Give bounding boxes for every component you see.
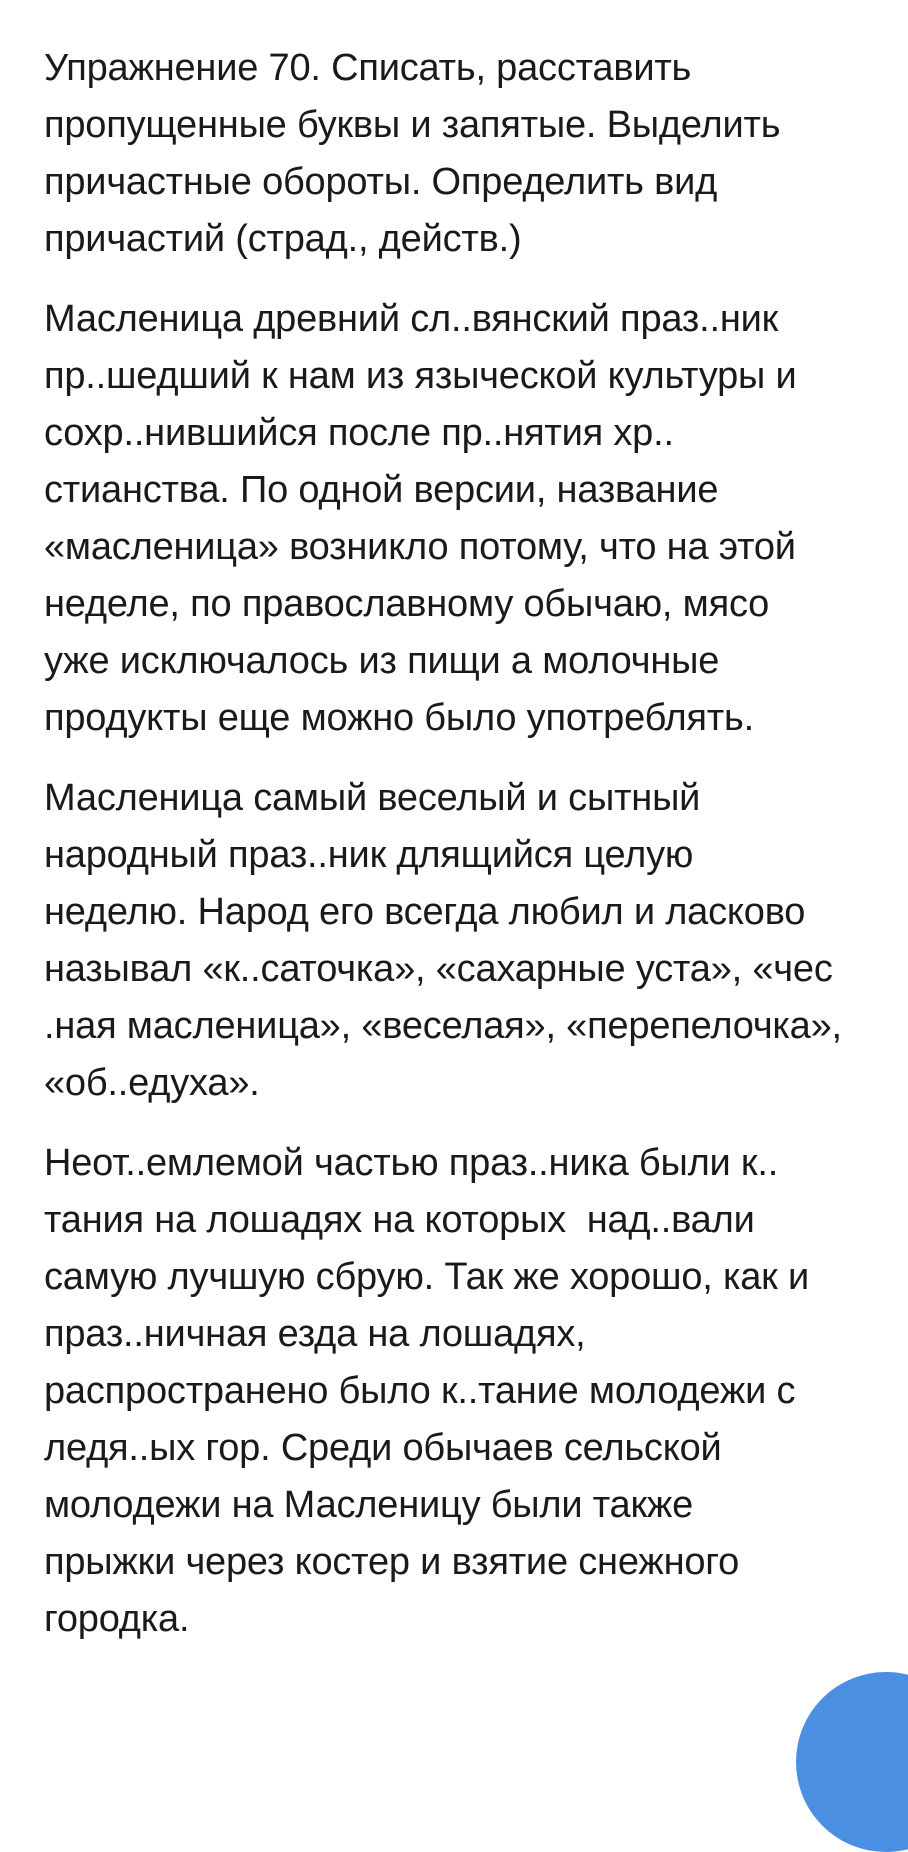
text-line: «об..едуха». xyxy=(44,1062,260,1104)
text-line: народный праз..ник длящийся целую xyxy=(44,834,694,876)
text-line: прыжки через костер и взятие снежного xyxy=(44,1541,740,1583)
text-line: пр..шедший к нам из языческой культуры и xyxy=(44,355,797,397)
text-line: праз..ничная езда на лошадях, xyxy=(44,1313,586,1355)
text-line: ледя..ых гор. Среди обычаев сельской xyxy=(44,1427,722,1469)
text-line: самую лучшую сбрую. Так же хорошо, как и xyxy=(44,1256,809,1298)
title-line: причастий (страд., действ.) xyxy=(44,218,522,260)
paragraph-3 xyxy=(44,1135,908,1648)
text-line: «масленица» возникло потому, что на этой xyxy=(44,526,796,568)
text-line: .ная масленица», «веселая», «перепелочка», xyxy=(44,1005,842,1047)
title-line: Упражнение 70. Списать, расставить xyxy=(44,47,692,89)
text-line: городка. xyxy=(44,1598,190,1640)
paragraph-1 xyxy=(44,291,908,747)
text-line: сохр..нившийся после пр..нятия хр.. xyxy=(44,412,674,454)
title-line: пропущенные буквы и запятые. Выделить xyxy=(44,104,781,146)
text-line: стианства. По одной версии, название xyxy=(44,469,719,511)
text-line: уже исключалось из пищи а молочные xyxy=(44,640,720,682)
text-line: неделе, по православному обычаю, мясо xyxy=(44,583,770,625)
exercise-text xyxy=(44,40,908,1671)
text-line: продукты еще можно было употреблять. xyxy=(44,697,754,739)
title-line: причастные обороты. Определить вид xyxy=(44,161,718,203)
text-line: Масленица самый веселый и сытный xyxy=(44,777,701,819)
text-line: неделю. Народ его всегда любил и ласково xyxy=(44,891,806,933)
text-line: тания на лошадях на которых над..вали xyxy=(44,1199,755,1241)
floating-action-button[interactable] xyxy=(796,1672,908,1852)
paragraph-2 xyxy=(44,770,908,1112)
text-line: Неот..емлемой частью праз..ника были к.. xyxy=(44,1142,779,1184)
text-line: молодежи на Масленицу были также xyxy=(44,1484,694,1526)
text-line: Масленица древний сл..вянский праз..ник xyxy=(44,298,779,340)
text-line: называл «к..саточка», «сахарные уста», «чес xyxy=(44,948,833,990)
exercise-title xyxy=(44,40,908,268)
text-line: распространено было к..тание молодежи с xyxy=(44,1370,796,1412)
